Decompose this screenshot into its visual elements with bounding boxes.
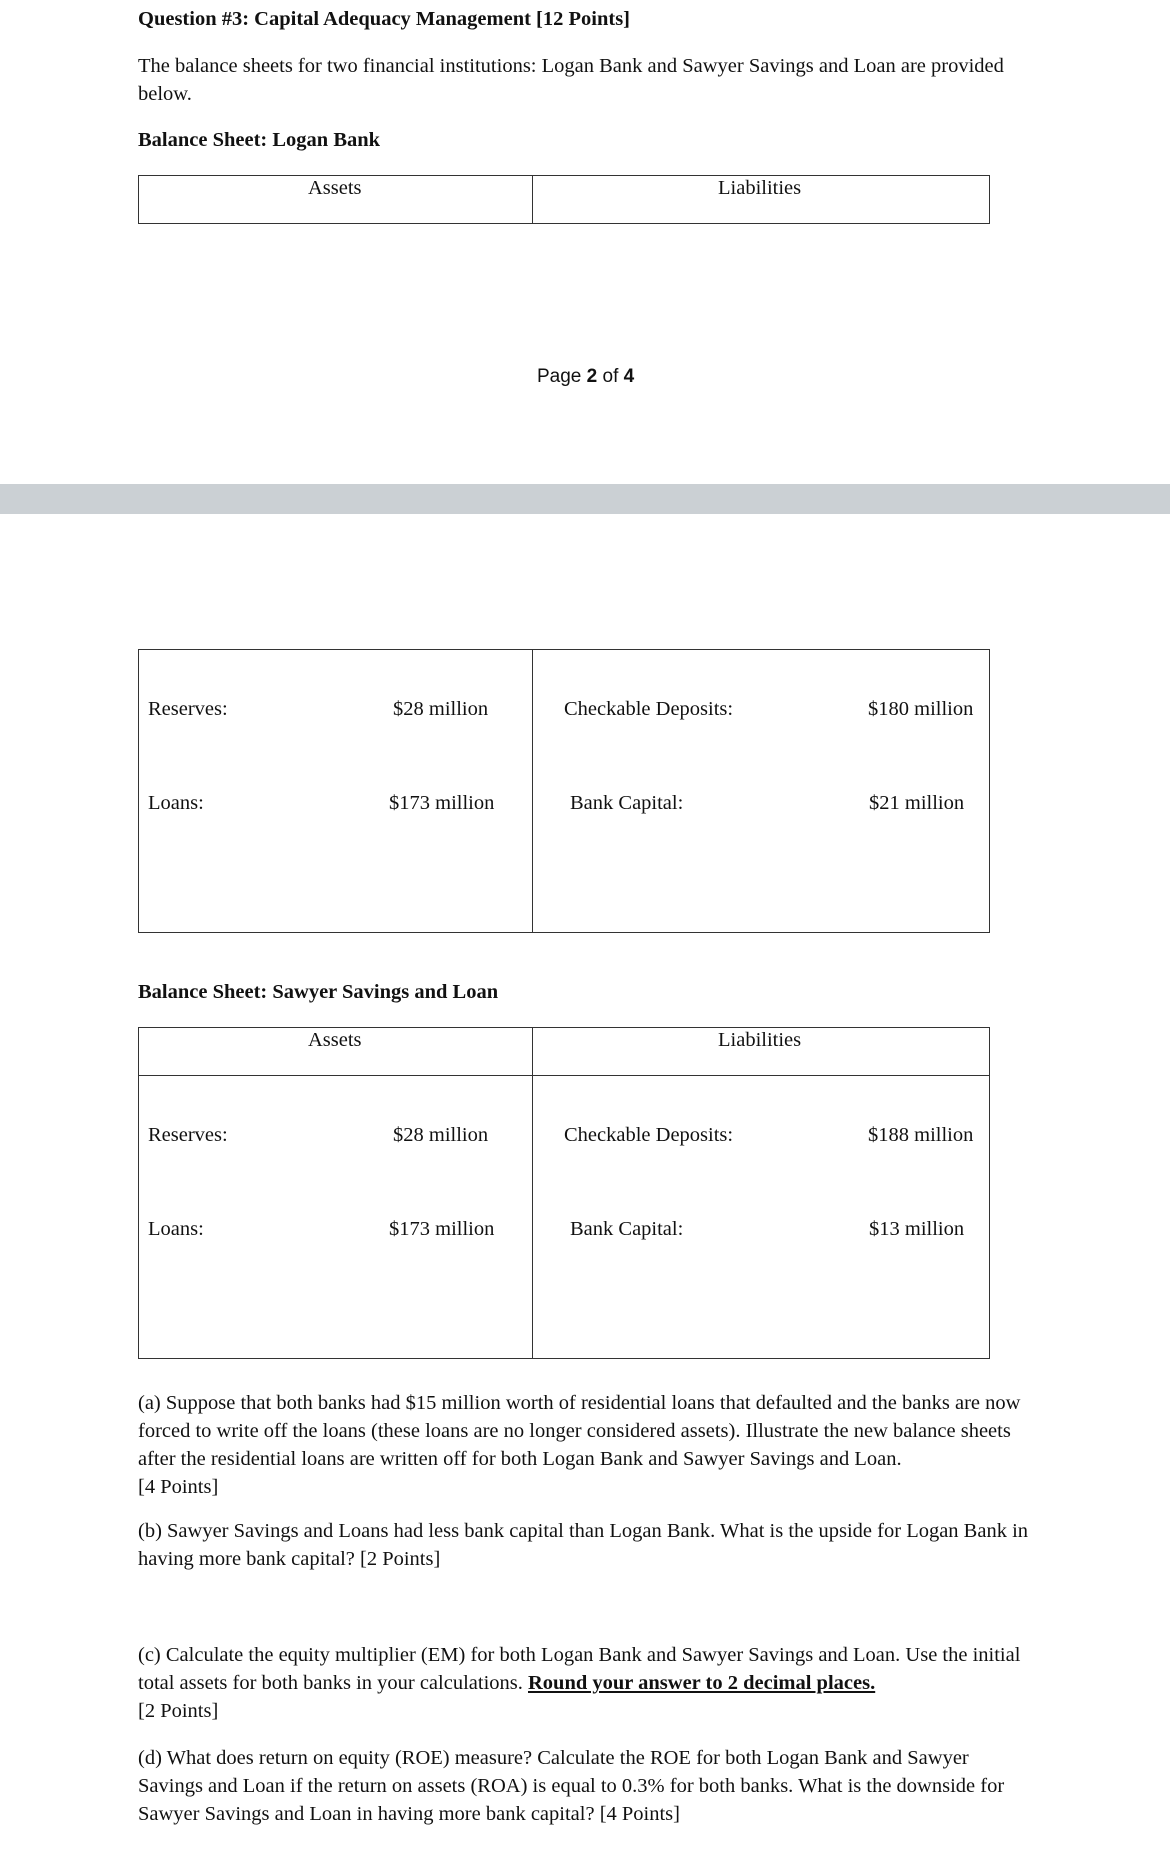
question-part-d: (d) What does return on equity (ROE) measure? Calculate the ROE for both Logan Bank and Sawyer Savings and Loan if the return on assets (ROA) is equal to 0.3% for both banks. What is the downside for Sawyer Savings and Loan in having more bank capital? [4 Points] (138, 1747, 1005, 1825)
table-cell: Reserves: (148, 1124, 228, 1146)
table-cell: Loans: (148, 1218, 204, 1240)
part-c-points: [2 Points] (138, 1700, 219, 1722)
sawyer-assets-header: Assets (308, 1029, 362, 1051)
table-cell: Bank Capital: (570, 792, 684, 814)
logan-assets-header: Assets (308, 177, 362, 199)
table-cell: $28 million (393, 698, 489, 720)
part-c-emphasis: Round your answer to 2 decimal places. (528, 1672, 876, 1694)
table-cell: Loans: (148, 792, 204, 814)
table-cell: Reserves: (148, 698, 228, 720)
sawyer-balance-sheet-title: Balance Sheet: Sawyer Savings and Loan (138, 981, 499, 1003)
table-cell: $13 million (869, 1218, 965, 1240)
page-number: Page 2 of 4 (537, 366, 635, 387)
table-cell: Checkable Deposits: (564, 1124, 734, 1146)
table-cell: $28 million (393, 1124, 489, 1146)
table-cell: $180 million (868, 698, 974, 720)
page-break-divider (0, 484, 1170, 514)
logan-liabilities-header: Liabilities (718, 177, 802, 199)
table-cell: $21 million (869, 792, 965, 814)
table-cell: Bank Capital: (570, 1218, 684, 1240)
question-title: Question #3: Capital Adequacy Management [12 Points] (138, 8, 630, 30)
intro-paragraph: The balance sheets for two financial institutions: Logan Bank and Sawyer Savings and Loan are provided below. (138, 55, 1004, 105)
part-c-text: (c) Calculate the equity multiplier (EM) for both Logan Bank and Sawyer Savings and Loan. Use the initial total assets for both banks in your calculations. (138, 1644, 1021, 1694)
table-cell: $173 million (389, 1218, 495, 1240)
part-a-points: [4 Points] (138, 1476, 219, 1498)
part-a-text: (a) Suppose that both banks had $15 million worth of residential loans that defaulted and the banks are now forced to write off the loans (these loans are no longer considered assets). Illustrate the new balance sheets after the residential loans are written off for both Logan Bank and Sawyer Savings and Loan. (138, 1392, 1021, 1470)
logan-balance-sheet-title: Balance Sheet: Logan Bank (138, 129, 381, 151)
question-part-b: (b) Sawyer Savings and Loans had less bank capital than Logan Bank. What is the upside for Logan Bank in having more bank capital? [2 Points] (138, 1520, 1029, 1570)
table-cell: $173 million (389, 792, 495, 814)
question-part-a (138, 1389, 1038, 1501)
sawyer-liabilities-header: Liabilities (718, 1029, 802, 1051)
table-cell: Checkable Deposits: (564, 698, 734, 720)
table-cell: $188 million (868, 1124, 974, 1146)
question-part-c (138, 1641, 1038, 1725)
